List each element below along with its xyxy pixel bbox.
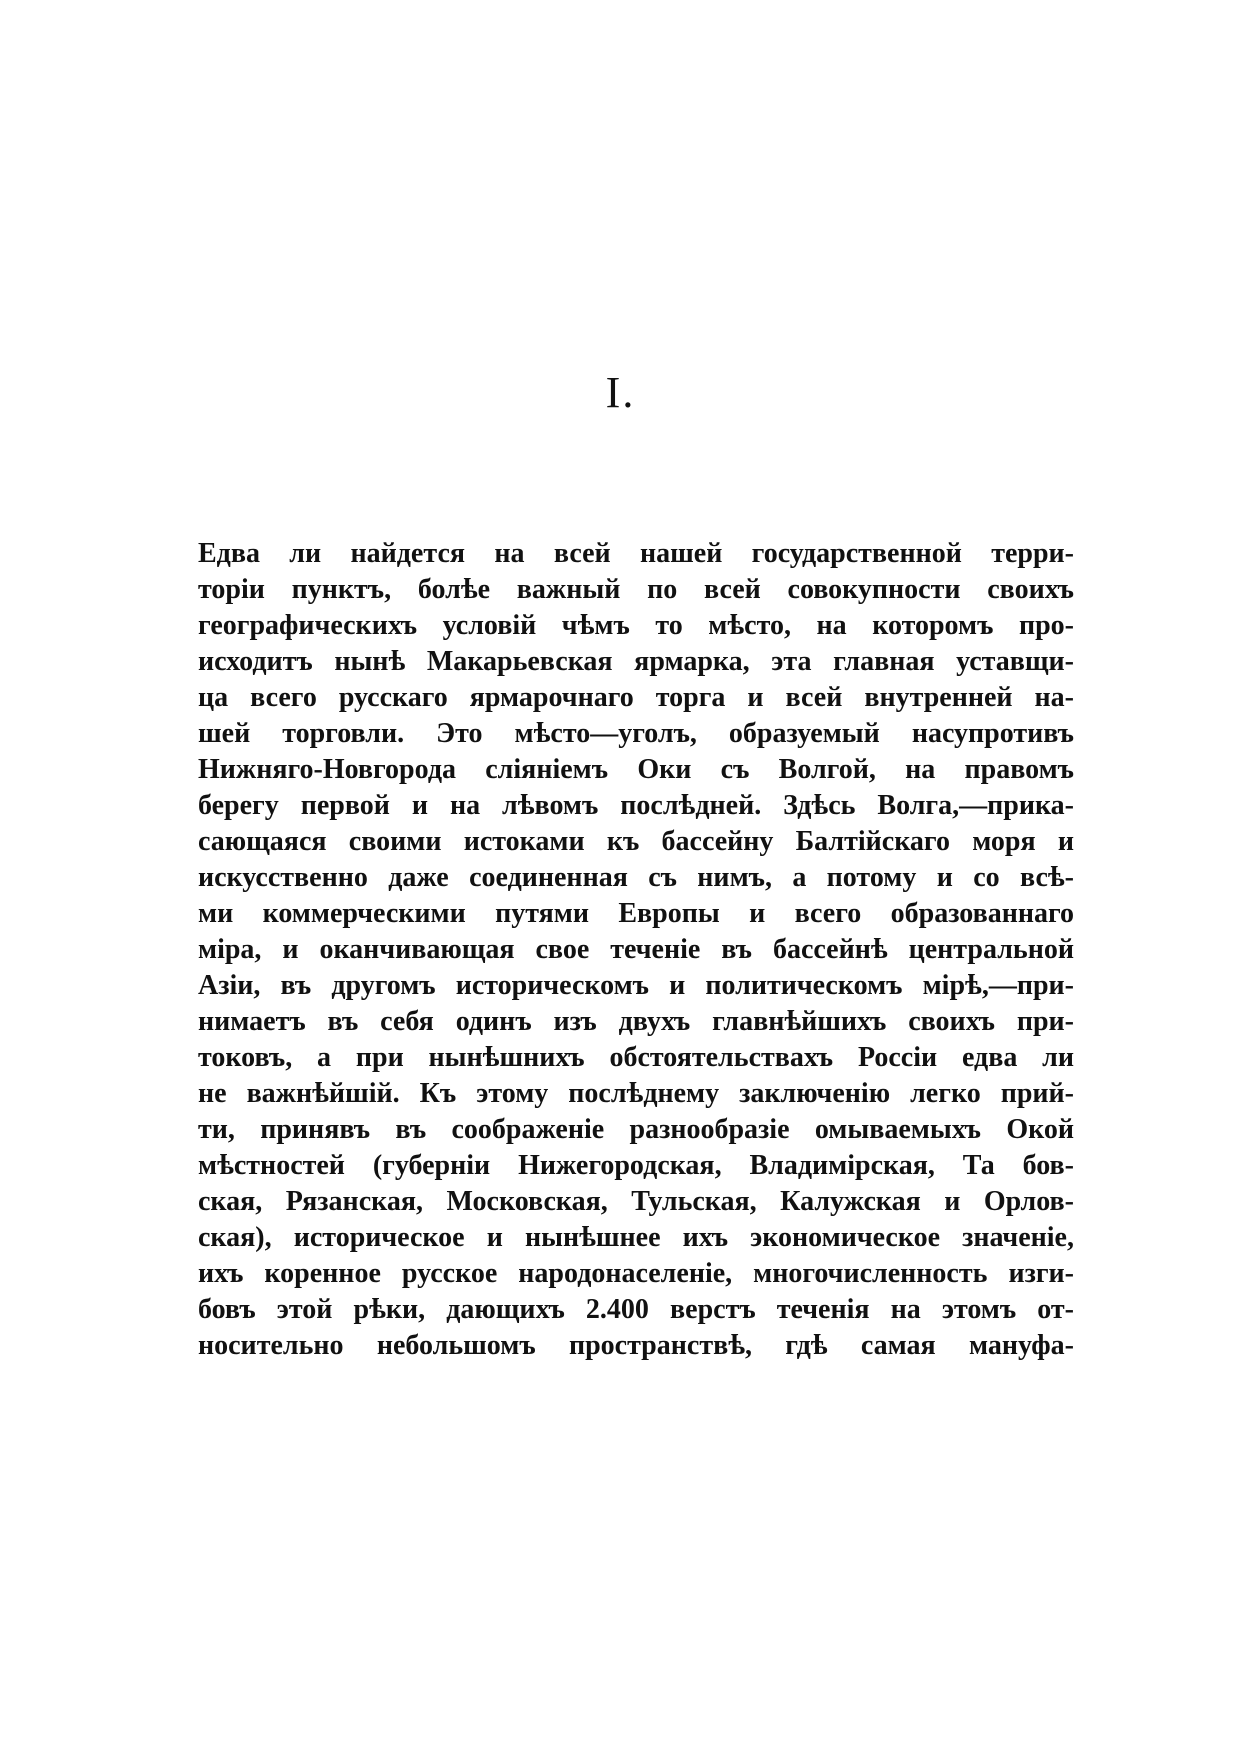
text-line: ихъ коренное русское народонаселеніе, многочисленность изги- [198, 1258, 1074, 1289]
text-line: Едва ли найдется на всей нашей государственной терри- [198, 538, 1074, 569]
body-text-block [198, 536, 1074, 1364]
text-line: исходитъ нынѣ Макарьевская ярмарка, эта главная уставщи- [198, 646, 1074, 677]
text-line: торіи пунктъ, болѣе важный по всей совокупности своихъ [198, 574, 1074, 605]
text-line: не важнѣйшій. Къ этому послѣднему заключенію легко прий- [198, 1078, 1074, 1109]
text-line: мѣстностей (губерніи Нижегородская, Владимірская, Та бов- [198, 1150, 1074, 1181]
text-line: ти, принявъ въ соображеніе разнообразіе омываемыхъ Окой [198, 1114, 1074, 1145]
text-line: бовъ этой рѣки, дающихъ 2.400 верстъ теченія на этомъ от- [198, 1294, 1074, 1325]
text-line: токовъ, а при нынѣшнихъ обстоятельствахъ Россіи едва ли [198, 1042, 1074, 1073]
text-line: Азіи, въ другомъ историческомъ и политическомъ мірѣ,—при- [198, 970, 1074, 1001]
text-line: нимаетъ въ себя одинъ изъ двухъ главнѣйшихъ своихъ при- [198, 1006, 1074, 1037]
text-line: міра, и оканчивающая свое теченіе въ бассейнѣ центральной [198, 934, 1074, 965]
text-line: Нижняго-Новгорода сліяніемъ Оки съ Волгой, на правомъ [198, 754, 1074, 785]
text-line: шей торговли. Это мѣсто—уголъ, образуемый насупротивъ [198, 718, 1074, 749]
text-line: носительно небольшомъ пространствѣ, гдѣ самая мануфа- [198, 1330, 1074, 1361]
chapter-number: I. [605, 368, 636, 417]
text-line: ская, Рязанская, Московская, Тульская, Калужская и Орлов- [198, 1186, 1074, 1217]
text-line: географическихъ условій чѣмъ то мѣсто, на которомъ про- [198, 610, 1074, 641]
text-line: ца всего русскаго ярмарочнаго торга и всей внутренней на- [198, 682, 1074, 713]
text-line: ми коммерческими путями Европы и всего образованнаго [198, 898, 1074, 929]
text-line: берегу первой и на лѣвомъ послѣдней. Здѣсь Волга,—прика- [198, 790, 1074, 821]
text-line: сающаяся своими истоками къ бассейну Балтійскаго моря и [198, 826, 1074, 857]
text-line: искусственно даже соединенная съ нимъ, а потому и со всѣ- [198, 862, 1074, 893]
text-line: ская), историческое и нынѣшнее ихъ экономическое значеніе, [198, 1222, 1074, 1253]
